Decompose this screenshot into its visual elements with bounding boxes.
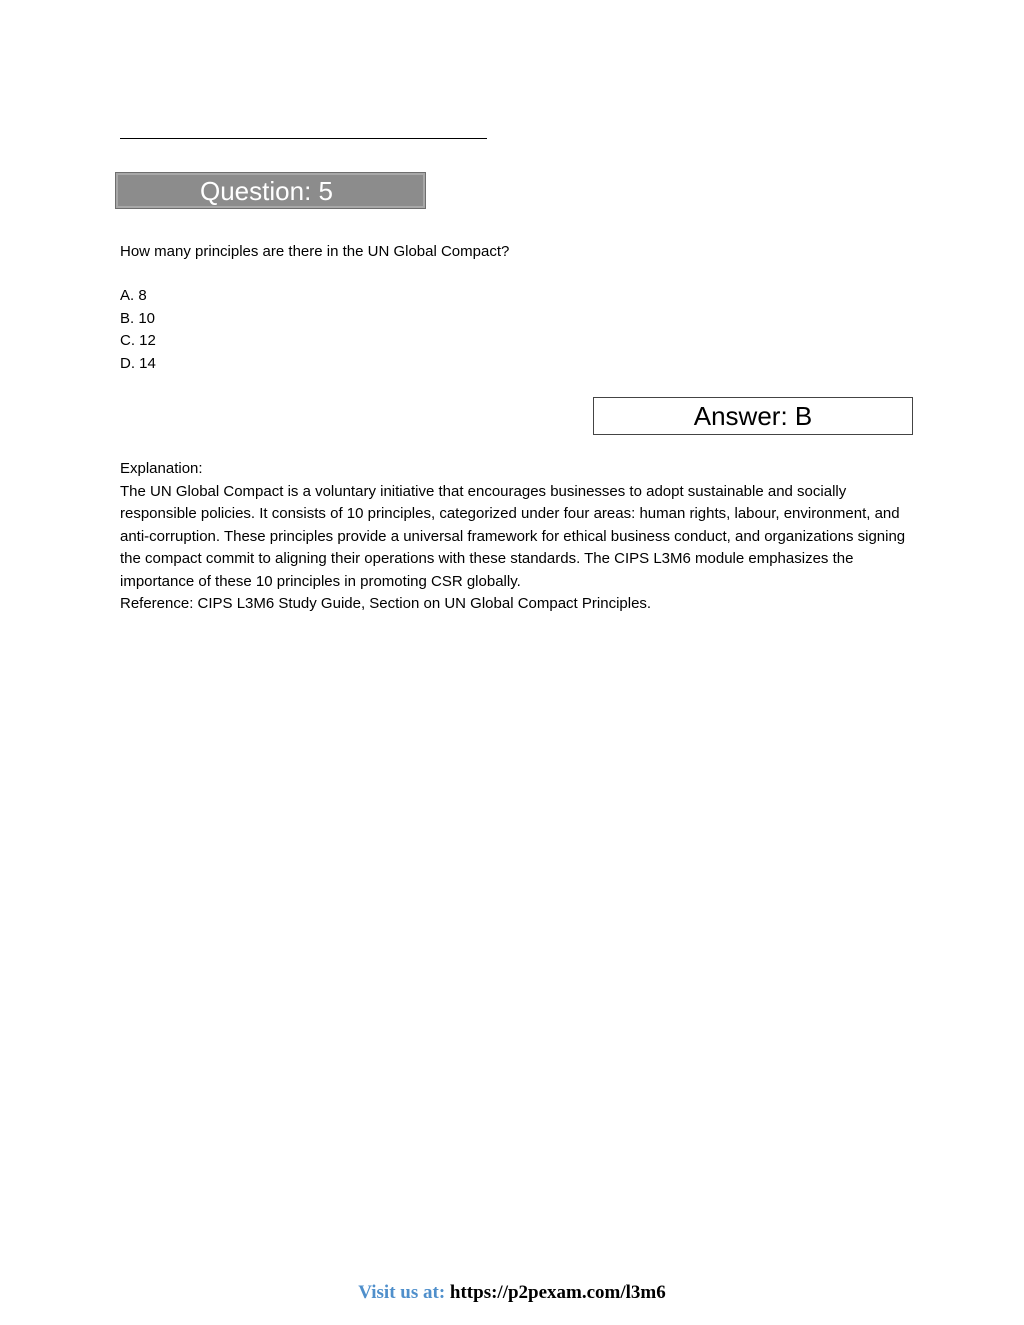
top-divider [120,138,487,139]
question-banner [115,172,426,209]
explanation-body: The UN Global Compact is a voluntary initiative that encourages businesses to adopt sustainable and socially responsible policies. It consists of 10 principles, categorized under four areas: human rights, labour, environment, and anti-corruption. These principles provide a universal framework for ethical business conduct, and organizations signing the compact commit to aligning their operations with these standards. The CIPS L3M6 module emphasizes the importance of these 10 principles in promoting CSR globally. [120,482,906,590]
option-b: B. 10 [120,309,156,327]
explanation-reference: Reference: CIPS L3M6 Study Guide, Section on UN Global Compact Principles. [120,595,652,612]
answer-label: Answer: B [693,401,813,431]
explanation-section [120,458,910,616]
page-footer [0,1281,1024,1305]
option-c: C. 12 [120,332,156,349]
question-title: Question: 5 [200,176,333,206]
footer-link[interactable]: https://p2pexam.com/l3m6 [449,1282,666,1303]
question-text: How many principles are there in the UN Global Compact? [120,243,510,260]
footer-label: Visit us at: [358,1282,446,1303]
option-a: A. 8 [120,287,147,304]
answer-box [593,397,913,435]
answer-options [120,285,156,375]
option-d: D. 14 [120,354,156,372]
explanation-heading: Explanation: [120,460,203,477]
